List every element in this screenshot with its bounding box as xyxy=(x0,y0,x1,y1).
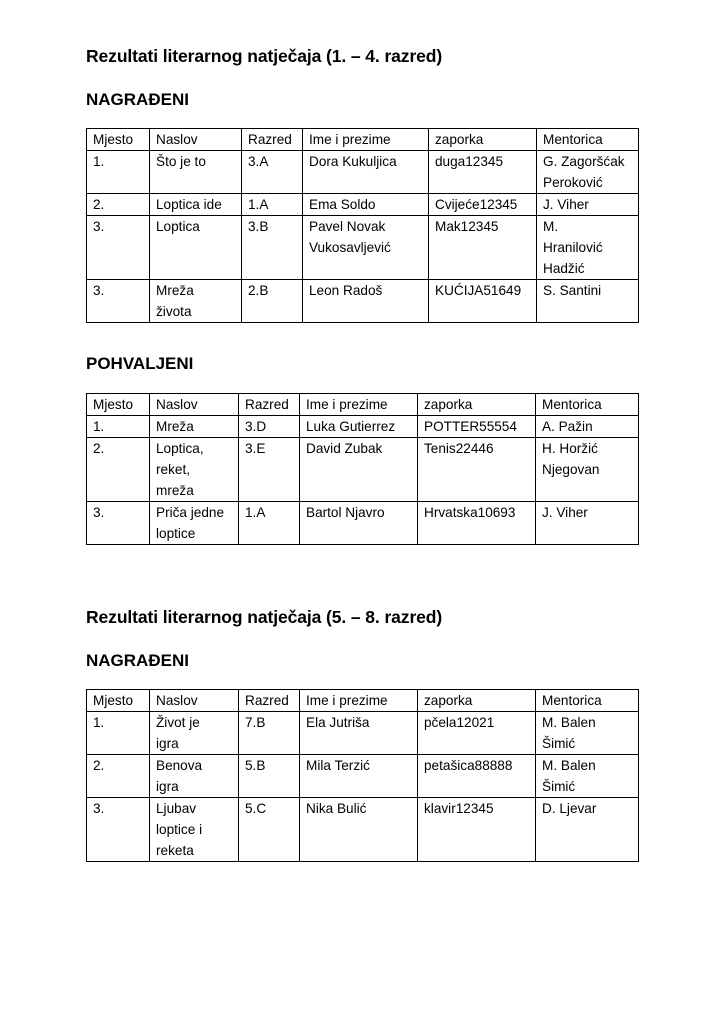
column-header: Ime i prezime xyxy=(300,690,418,712)
name-cell: Leon Radoš xyxy=(303,280,429,323)
mentor-cell: A. Pažin xyxy=(536,416,639,438)
password-cell: POTTER55554 xyxy=(418,416,536,438)
password-cell: duga12345 xyxy=(429,151,537,194)
title-cell: Ljubav loptice i reketa xyxy=(150,798,239,862)
table-row xyxy=(87,194,639,216)
title-cell: Mreža života xyxy=(150,280,242,323)
title-cell: Loptica xyxy=(150,216,242,280)
place-cell: 3. xyxy=(87,216,150,280)
name-cell: Mila Terzić xyxy=(300,755,418,798)
place-cell: 2. xyxy=(87,755,150,798)
mentor-cell: D. Ljevar xyxy=(536,798,639,862)
table-row xyxy=(87,216,639,280)
section1-praised-heading: POHVALJENI xyxy=(86,354,194,373)
place-cell: 1. xyxy=(87,416,150,438)
password-cell: Mak12345 xyxy=(429,216,537,280)
title-cell: Mreža xyxy=(150,416,239,438)
password-cell: Tenis22446 xyxy=(418,438,536,502)
class-cell: 3.A xyxy=(242,151,303,194)
class-cell: 5.B xyxy=(239,755,300,798)
class-cell: 3.E xyxy=(239,438,300,502)
class-cell: 3.D xyxy=(239,416,300,438)
title-cell: Loptica, reket, mreža xyxy=(150,438,239,502)
column-header: Mjesto xyxy=(87,690,150,712)
password-cell: pčela12021 xyxy=(418,712,536,755)
mentor-cell: S. Santini xyxy=(537,280,639,323)
password-cell: Cvijeće12345 xyxy=(429,194,537,216)
column-header: Ime i prezime xyxy=(300,394,418,416)
section2-awarded-table xyxy=(86,689,639,862)
table-row xyxy=(87,502,639,545)
table-header-row xyxy=(87,394,639,416)
table-row xyxy=(87,712,639,755)
column-header: Razred xyxy=(239,690,300,712)
password-cell: Hrvatska10693 xyxy=(418,502,536,545)
mentor-cell: H. Horžić Njegovan xyxy=(536,438,639,502)
section2-title: Rezultati literarnog natječaja (5. – 8. razred) xyxy=(86,607,443,627)
section1-title: Rezultati literarnog natječaja (1. – 4. razred) xyxy=(86,46,443,66)
mentor-cell: M. Balen Šimić xyxy=(536,712,639,755)
column-header: zaporka xyxy=(418,394,536,416)
section2-awarded-heading: NAGRAĐENI xyxy=(86,651,189,670)
column-header: Razred xyxy=(242,129,303,151)
title-cell: Život je igra xyxy=(150,712,239,755)
section1-praised-table xyxy=(86,393,639,545)
column-header: Naslov xyxy=(150,129,242,151)
name-cell: Dora Kukuljica xyxy=(303,151,429,194)
place-cell: 2. xyxy=(87,194,150,216)
place-cell: 2. xyxy=(87,438,150,502)
section1-awarded-heading: NAGRAĐENI xyxy=(86,90,189,109)
mentor-cell: M. Hranilović Hadžić xyxy=(537,216,639,280)
name-cell: Luka Gutierrez xyxy=(300,416,418,438)
table-row xyxy=(87,438,639,502)
class-cell: 1.A xyxy=(242,194,303,216)
table-header-row xyxy=(87,690,639,712)
password-cell: klavir12345 xyxy=(418,798,536,862)
mentor-cell: J. Viher xyxy=(536,502,639,545)
column-header: Mentorica xyxy=(537,129,639,151)
title-cell: Što je to xyxy=(150,151,242,194)
mentor-cell: J. Viher xyxy=(537,194,639,216)
title-cell: Benova igra xyxy=(150,755,239,798)
table-row xyxy=(87,416,639,438)
name-cell: Ema Soldo xyxy=(303,194,429,216)
class-cell: 2.B xyxy=(242,280,303,323)
password-cell: petašica88888 xyxy=(418,755,536,798)
column-header: zaporka xyxy=(418,690,536,712)
mentor-cell: G. Zagoršćak Peroković xyxy=(537,151,639,194)
place-cell: 3. xyxy=(87,502,150,545)
name-cell: Pavel Novak Vukosavljević xyxy=(303,216,429,280)
place-cell: 1. xyxy=(87,712,150,755)
title-cell: Priča jedne loptice xyxy=(150,502,239,545)
column-header: Mentorica xyxy=(536,394,639,416)
password-cell: KUĆIJA51649 xyxy=(429,280,537,323)
column-header: Ime i prezime xyxy=(303,129,429,151)
table-row xyxy=(87,755,639,798)
section1-awarded-table xyxy=(86,128,639,323)
place-cell: 3. xyxy=(87,798,150,862)
column-header: zaporka xyxy=(429,129,537,151)
table-row xyxy=(87,798,639,862)
column-header: Razred xyxy=(239,394,300,416)
table-row xyxy=(87,151,639,194)
column-header: Mentorica xyxy=(536,690,639,712)
class-cell: 1.A xyxy=(239,502,300,545)
class-cell: 3.B xyxy=(242,216,303,280)
column-header: Naslov xyxy=(150,690,239,712)
title-cell: Loptica ide xyxy=(150,194,242,216)
mentor-cell: M. Balen Šimić xyxy=(536,755,639,798)
place-cell: 3. xyxy=(87,280,150,323)
name-cell: Bartol Njavro xyxy=(300,502,418,545)
class-cell: 7.B xyxy=(239,712,300,755)
column-header: Naslov xyxy=(150,394,239,416)
table-header-row xyxy=(87,129,639,151)
name-cell: David Zubak xyxy=(300,438,418,502)
column-header: Mjesto xyxy=(87,129,150,151)
column-header: Mjesto xyxy=(87,394,150,416)
class-cell: 5.C xyxy=(239,798,300,862)
table-row xyxy=(87,280,639,323)
name-cell: Ela Jutriša xyxy=(300,712,418,755)
place-cell: 1. xyxy=(87,151,150,194)
name-cell: Nika Bulić xyxy=(300,798,418,862)
